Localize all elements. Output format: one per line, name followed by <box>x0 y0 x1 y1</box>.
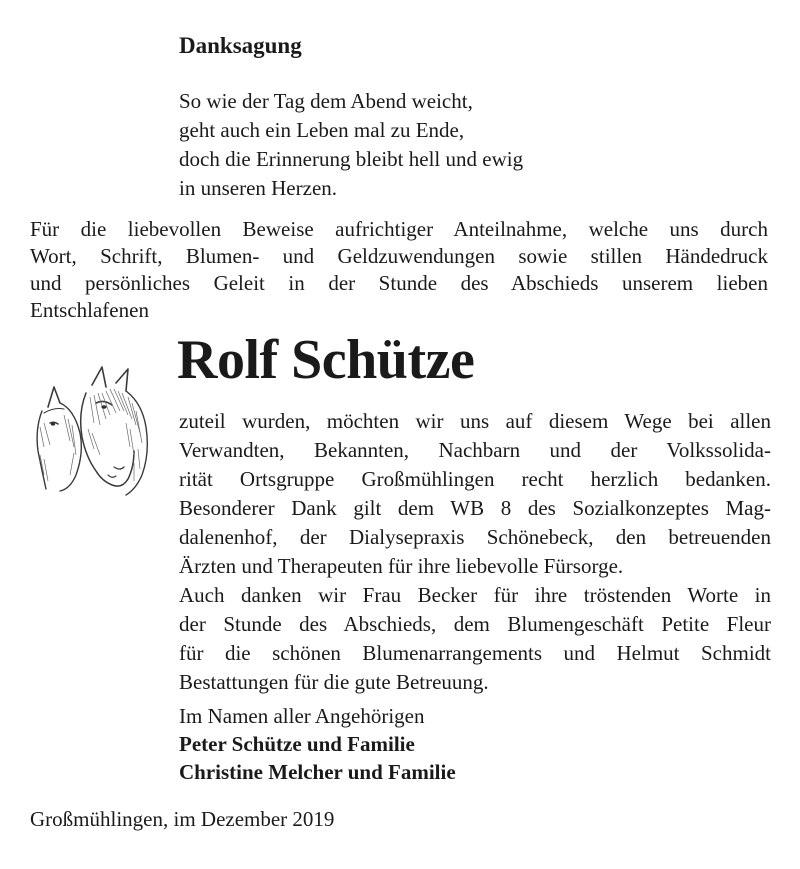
thanks-line: Verwandten, Bekannten, Nachbarn und der Volkssolida- <box>179 438 771 462</box>
deceased-name: Rolf Schütze <box>177 329 475 391</box>
thanks-line: zuteil wurden, möchten wir uns auf diesem Wege bei allen <box>179 409 771 433</box>
intro-line: Für die liebevollen Beweise aufrichtiger Anteilnahme, welche uns durch <box>30 217 768 241</box>
intro-paragraph <box>30 216 768 324</box>
thanks-line: Besonderer Dank gilt dem WB 8 des Sozialkonzeptes Mag- <box>179 496 771 520</box>
horses-sketch-icon <box>30 363 160 498</box>
poem-line: doch die Erinnerung bleibt hell und ewig <box>179 147 524 171</box>
thanks-line: Bestattungen für die gute Betreuung. <box>179 670 489 694</box>
thanks-line: für die schönen Blumenarrangements und Helmut Schmidt <box>179 641 771 665</box>
place-date: Großmühlingen, im Dezember 2019 <box>30 807 335 831</box>
intro-line: und persönliches Geleit in der Stunde des Abschieds unserem lieben <box>30 271 768 295</box>
poem-line: So wie der Tag dem Abend weicht, <box>179 89 473 113</box>
heading: Danksagung <box>179 33 302 58</box>
thanks-paragraph <box>179 407 771 697</box>
signature-family: Christine Melcher und Familie <box>179 760 456 784</box>
thanks-line: dalenenhof, der Dialysepraxis Schönebeck, den betreuenden <box>179 525 771 549</box>
thanks-line: Auch danken wir Frau Becker für ihre tröstenden Worte in <box>179 583 771 607</box>
signature-block <box>179 702 456 786</box>
poem-line: in unseren Herzen. <box>179 176 338 200</box>
thanks-line: Ärzten und Therapeuten für ihre liebevolle Fürsorge. <box>179 554 624 578</box>
poem <box>179 87 523 203</box>
intro-line: Wort, Schrift, Blumen- und Geldzuwendungen sowie stillen Händedruck <box>30 244 768 268</box>
intro-line: Entschlafenen <box>30 298 149 322</box>
poem-line: geht auch ein Leben mal zu Ende, <box>179 118 465 142</box>
signature-intro: Im Namen aller Angehörigen <box>179 704 425 728</box>
thanks-line: der Stunde des Abschieds, dem Blumengeschäft Petite Fleur <box>179 612 771 636</box>
thanks-line: rität Ortsgruppe Großmühlingen recht herzlich bedanken. <box>179 467 771 491</box>
signature-family: Peter Schütze und Familie <box>179 732 415 756</box>
